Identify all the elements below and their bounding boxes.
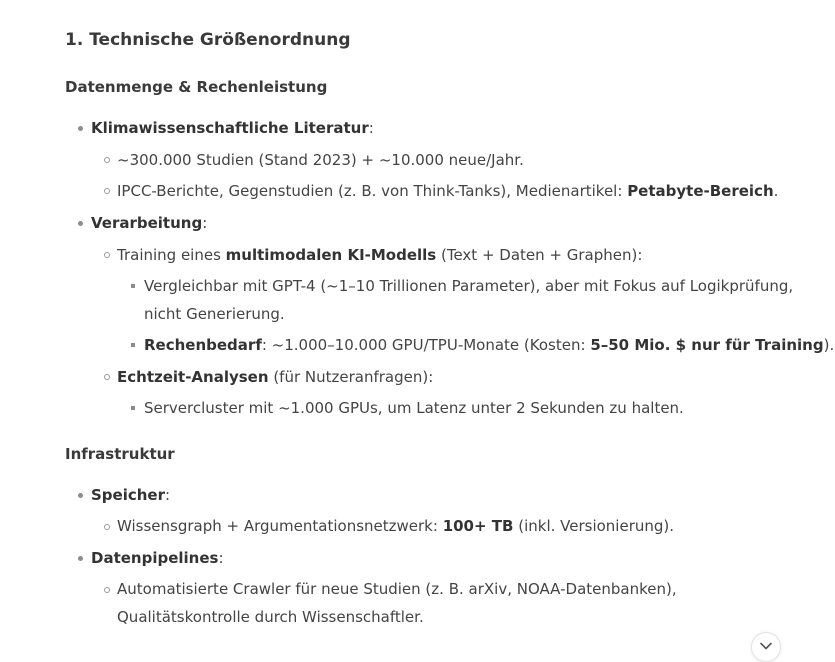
list-item-compute: Rechenbedarf: ~1.000–10.000 GPU/TPU-Monate (Kosten: 5–50 Mio. $ nur für Training). — [144, 336, 835, 354]
list-item-realtime: Echtzeit-Analysen (für Nutzeranfragen): — [117, 368, 434, 386]
petabyte-emphasis: Petabyte-Bereich — [627, 182, 774, 200]
realtime-label: Echtzeit-Analysen — [117, 368, 269, 386]
cost-emphasis: 5–50 Mio. $ nur für Training — [590, 336, 824, 354]
pipelines-label: Datenpipelines — [91, 549, 219, 567]
bullet-circle — [104, 587, 110, 593]
literature-label: Klimawissenschaftliche Literatur — [91, 119, 369, 137]
list-item-storage: Speicher: — [91, 486, 171, 504]
list-item-processing: Verarbeitung: — [91, 214, 208, 232]
list-item-studies: ~300.000 Studien (Stand 2023) + ~10.000 neue/Jahr. — [117, 151, 524, 169]
bullet-square — [131, 284, 135, 288]
list-item-training: Training eines multimodalen KI-Modells (Text + Daten + Graphen): — [117, 246, 643, 264]
bullet-circle — [104, 157, 110, 163]
bullet-circle — [104, 524, 110, 530]
bullet-circle — [104, 374, 110, 380]
bullet-circle — [104, 188, 110, 194]
list-item-reports: IPCC-Berichte, Gegenstudien (z. B. von Think-Tanks), Medienartikel: Petabyte-Bereich. — [117, 182, 779, 200]
bullet-square — [131, 343, 135, 347]
model-emphasis: multimodalen KI-Modells — [225, 246, 437, 264]
bullet-circle — [104, 252, 110, 258]
list-item-comparable: Vergleichbar mit GPT-4 (~1–10 Trillionen Parameter), aber mit Fokus auf Logikprüfung, nicht Generierung. — [144, 277, 794, 323]
bullet-disc — [78, 493, 83, 498]
bullet-square — [131, 406, 135, 410]
list-item-graph: Wissensgraph + Argumentationsnetzwerk: 100+ TB (inkl. Versionierung). — [117, 517, 675, 535]
storage-label: Speicher — [91, 486, 165, 504]
page-title: 1. Technische Größenordnung — [65, 30, 351, 50]
compute-label: Rechenbedarf — [144, 336, 262, 354]
list-item-crawlers: Automatisierte Crawler für neue Studien (z. B. arXiv, NOAA-Datenbanken), Qualitätskontrolle durch Wissenschaftler. — [117, 580, 677, 626]
chevron-down-icon — [760, 642, 772, 650]
processing-label: Verarbeitung — [91, 214, 203, 232]
bullet-disc — [78, 221, 83, 226]
section-heading-infra: Infrastruktur — [65, 445, 175, 463]
tb-emphasis: 100+ TB — [442, 517, 514, 535]
list-item-pipelines: Datenpipelines: — [91, 549, 224, 567]
bullet-disc — [78, 126, 83, 131]
scroll-down-button[interactable] — [751, 632, 781, 662]
list-item-servers: Servercluster mit ~1.000 GPUs, um Latenz unter 2 Sekunden zu halten. — [144, 399, 684, 417]
bullet-disc — [78, 556, 83, 561]
list-item-literature: Klimawissenschaftliche Literatur: — [91, 119, 374, 137]
section-heading-data: Datenmenge & Rechenleistung — [65, 78, 328, 96]
